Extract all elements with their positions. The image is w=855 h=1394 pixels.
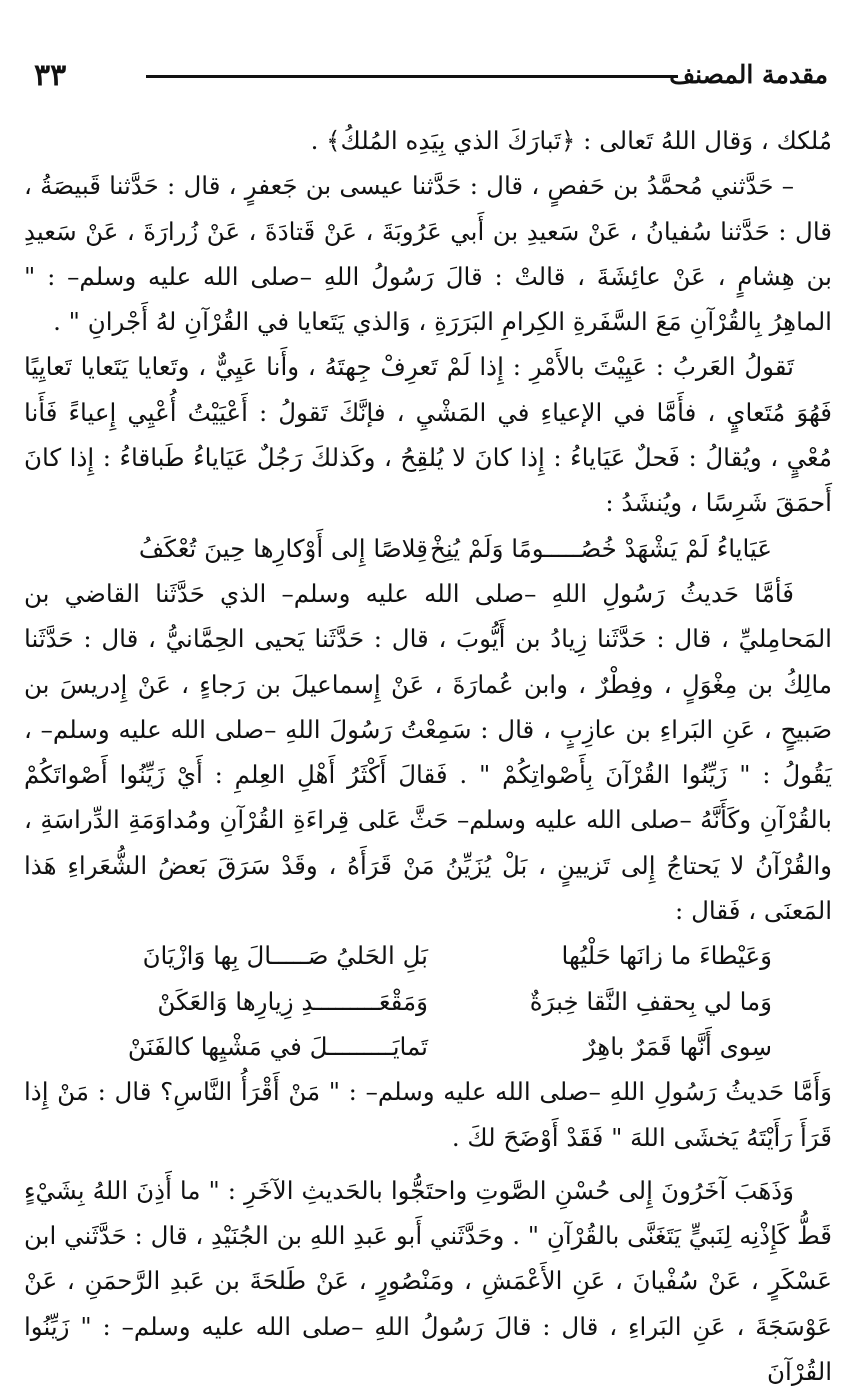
verse-hemistich-second: وَمَقْعَـــــــــدِ زِيارِها وَالعَكَنْ: [157, 986, 428, 1016]
paragraph: وَذَهَبَ آخَرُونَ إِلى حُسْنِ الصَّوتِ واحتَجُّوا بالحَديثِ الآخَرِ : " ما أَذِنَ اللهُ بِشَيْءٍ قَطُّ كَإِذْنِه لِنَبيٍّ يَتَغَنَّى بالقُرْآنِ " . وحَدَّثَني أَبو عَبدِ اللهِ بن الجُنَيْدِ ، قال : حَدَّثَني ابن عَسْكَرٍ ، عَنْ سُفْيانَ ، عَنِ الأَعْمَشِ ، ومَنْصُورٍ ، عَنْ طَلحَةَ بن عَبدِ الرَّحمَنِ ، عَنْ عَوْسَجَةَ ، عَنِ البَراءِ ، قال : قالَ رَسُولُ اللهِ –صلى الله عليه وسلم– : " زَيِّنُوا القُرْآنَ: [24, 1175, 832, 1387]
body-text: [24, 118, 832, 1394]
verse-hemistich-second: بَلِ الحَليُ صَـــــالَ بِها وَازْيَانَ: [142, 941, 428, 971]
verse-hemistich-second: تَمايَـــــــــلَ في مَشْيِها كالفَنَنْ: [127, 1031, 428, 1061]
page-header: [28, 58, 828, 98]
verse-hemistich-second: قِلاصًا إِلى أَوْكارِها حِينَ تُعْكَفُ: [138, 533, 428, 563]
paragraph: فَأمَّا حَديثُ رَسُولِ اللهِ –صلى الله عليه وسلم– الذي حَدَّثَنا القاضي بن المَحامِليِّ ، قال : حَدَّثَنا زِيادُ بن أَيُّوبَ ، قال : حَدَّثَنا يَحيى الحِمَّانيُّ ، قال : حَدَّثَنا مالِكُ بن مِغْوَلٍ ، وفِطْرٌ ، وابن عُمارَةَ ، عَنْ إِسماعيلَ بن رَجاءٍ ، عَنْ إِدريسَ بن صَبيحٍ ، عَنِ البَراءِ بن عازِبٍ ، قال : سَمِعْتُ رَسُولَ اللهِ –صلى الله عليه وسلم– ، يَقُولُ : " زَيِّنُوا القُرْآنَ بِأَصْواتِكُمْ " . فَقالَ أَكْثَرُ أَهْلِ العِلمِ : أَيْ زَيِّنُوا أَصْواتَكُمْ بالقُرْآنِ وكَأَنَّهُ –صلى الله عليه وسلم– حَثَّ عَلى قِراءَةِ القُرْآنِ ومُداوَمَةِ الدِّراسَةِ ، والقُرْآنُ لا يَحتاجُ إِلى تَزيينٍ ، بَلْ يُزَيِّنُ مَنْ قَرَأَهُ ، وقَدْ سَرَقَ بَعضُ الشُّعَراءِ هَذا المَعنَى ، فَقال :: [24, 578, 832, 926]
paragraph: تَقولُ العَربُ : عَيِيْتَ بالأَمْرِ : إِذا لَمْ تَعرِفْ جِهتَهُ ، وأَنا عَيِيٌّ ، وتَعايا يَتَعايا تَعايِيًا فَهُوَ مُتَعايٍ ، فأَمَّا في الإعياءِ في المَشْيِ ، فإنَّكَ تَقولُ : أَعْيَيْتُ أُعْيِي إِعياءً فَأَنا مُعْيٍ ، ويُقالُ : فَحلٌ عَيَاياءُ : إِذا كانَ لا يُلقِحُ ، وكَذلكَ رَجُلٌ عَيَاياءُ طَباقاءُ : إِذا كانَ أَحمَقَ شَرِسًا ، ويُنشَدُ :: [24, 352, 832, 518]
verse-hemistich-first: وَعَيْطاءَ ما زانَها حَلْيُها: [561, 941, 772, 971]
verse-line: [24, 1024, 832, 1069]
verse-hemistich-first: سِوى أَنَّها قَمَرٌ باهِرٌ: [583, 1031, 772, 1061]
verse-line: [24, 933, 832, 978]
section-title: مقدمة المصنف: [669, 60, 828, 89]
verse-hemistich-first: عَيَاياءُ لَمْ يَشْهَدْ خُصُـــــومًا وَلَمْ يُنِخْ: [430, 533, 772, 563]
paragraph: وَأَمَّا حَديثُ رَسُولِ اللهِ –صلى الله عليه وسلم– : " مَنْ أَقْرَأُ النَّاسِ؟ قال : مَنْ إِذا قَرَأَ رَأَيْتَهُ يَخشَى اللهَ " فَقَدْ أَوْضَحَ لكَ .: [24, 1077, 832, 1152]
verse-hemistich-first: وَما لي بِحقفِ النَّقا خِبرَةٌ: [529, 986, 772, 1016]
paragraph: – حَدَّثني مُحمَّدُ بن حَفصٍ ، قال : حَدَّثنا عيسى بن جَعفرٍ ، قال : حَدَّثنا قَبيصَةُ ، قال : حَدَّثنا سُفيانُ ، عَنْ سَعيدِ بن أَبي عَرُوبَةَ ، عَنْ قَتادَةَ ، عَنْ زُرارَةَ ، عَنْ سَعيدِ بن هِشامٍ ، عَنْ عائِشَةَ ، قالتْ : قالَ رَسُولُ اللهِ –صلى الله عليه وسلم– : " الماهِرُ بِالقُرْآنِ مَعَ السَّفَرةِ الكِرامِ البَرَرَةِ ، وَالذي يَتَعايا في القُرْآنِ لهُ أَجْرانِ " .: [24, 171, 832, 337]
header-rule: [146, 75, 678, 78]
page-number: ٣٣: [34, 58, 67, 93]
verse-line: [24, 526, 832, 571]
paragraph: مُلكك ، وَقال اللهُ تَعالى : ﴿تَبارَكَ الذي بِيَدِه المُلكُ﴾ .: [310, 126, 832, 155]
paragraph-gap: [24, 1160, 832, 1168]
verse-line: [24, 979, 832, 1024]
